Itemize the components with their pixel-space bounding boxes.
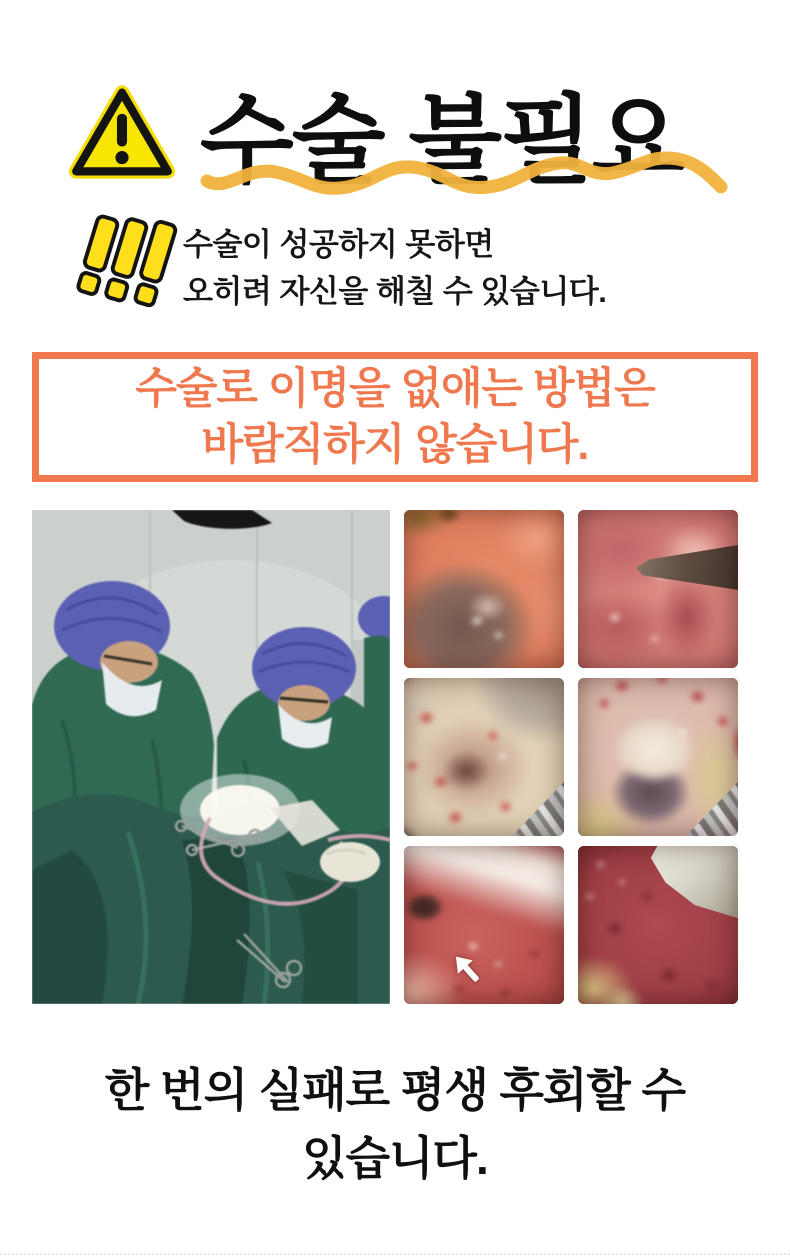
page-title: 수술 불필요 [200,86,684,195]
warning-triangle-icon [68,80,176,184]
caution-text [183,221,703,315]
surgical-tissue-arrow-photo-5 [404,846,564,1004]
alert-box [32,352,758,482]
footer-message [0,1056,790,1192]
white-arrow-icon [448,950,488,990]
surgical-cavity-photo-4 [578,678,738,836]
alert-line-1: 수술로 이명을 없애는 방법은 [135,365,655,413]
surgical-cavity-photo-3 [404,678,564,836]
ear-endoscopy-photo-2 [578,510,738,668]
footer-line-2: 있습니다. [302,1132,488,1184]
bottom-divider [0,1253,790,1255]
photo-gallery [32,510,758,1005]
alert-line-2: 바람직하지 않습니다. [201,421,589,469]
endoscopy-tile-grid [404,510,758,1004]
title-underline-wave [200,146,728,202]
ear-endoscopy-photo-1 [404,510,564,668]
triple-exclamation-icon [72,212,190,318]
surgical-instrument-photo-6 [578,846,738,1004]
footer-line-1: 한 번의 실패로 평생 후회할 수 [104,1064,686,1116]
caution-line-1: 수술이 성공하지 못하면 [183,227,494,262]
operating-room-photo [32,510,390,1004]
caution-line-2: 오히려 자신을 해칠 수 있습니다. [183,274,607,309]
